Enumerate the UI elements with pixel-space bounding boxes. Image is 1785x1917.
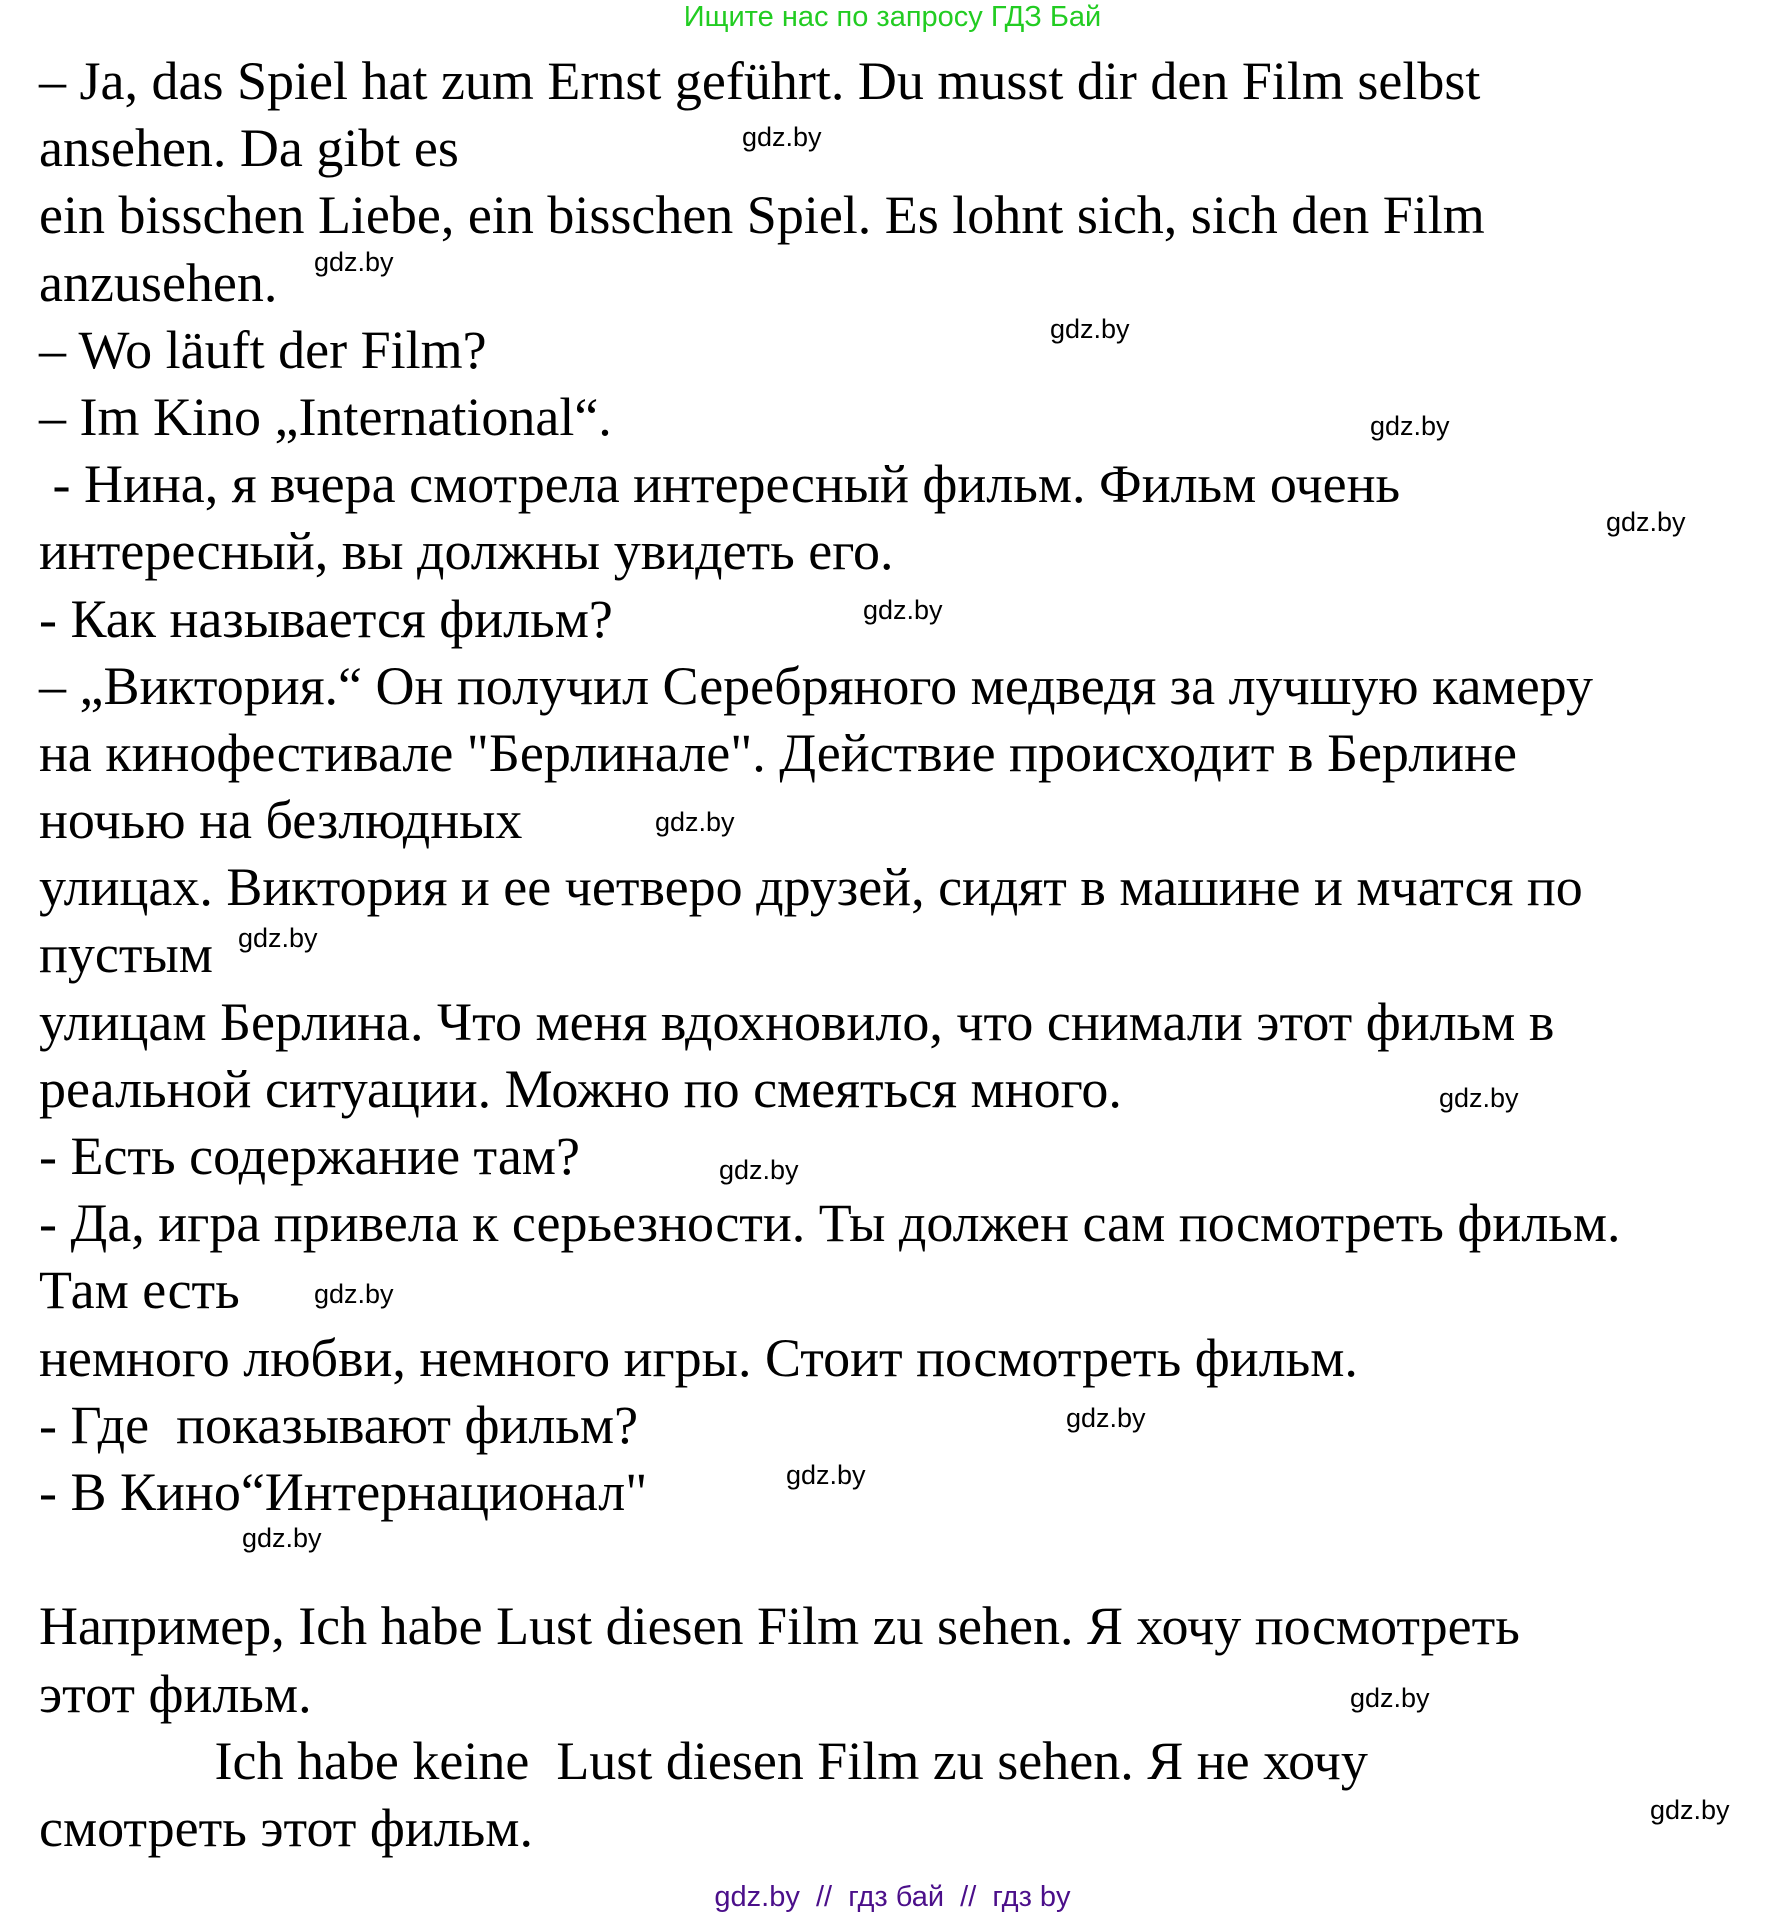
site-banner: Ищите нас по запросу ГДЗ Бай [683,1,1102,33]
text-line: Ich habe keine Lust diesen Film zu sehen. Я не хочу [39,1730,1368,1791]
text-line: на кинофестивале "Берлинале". Действие происходит в Берлине [39,722,1517,783]
text-line: anzusehen. [39,252,278,313]
text-line: Например, Ich habe Lust diesen Film zu sehen. Я хочу посмотреть [39,1596,1520,1657]
text-line: – Im Kino „International“. [39,386,612,447]
watermark: gdz.by [863,595,943,625]
text-line: реальной ситуации. Можно по смеяться много. [39,1058,1122,1119]
watermark: gdz.by [1439,1083,1519,1113]
text-line: ansehen. Da gibt es [39,118,459,179]
text-line: немного любви, немного игры. Стоит посмотреть фильм. [39,1327,1358,1388]
watermark: gdz.by [1066,1403,1146,1433]
text-line: пустым [39,924,213,985]
watermark: gdz.by [719,1155,799,1185]
text-line: - Нина, я вчера смотрела интересный фильм. Фильм очень [39,454,1401,515]
watermark: gdz.by [786,1460,866,1490]
text-line: – Wo läuft der Film? [39,319,487,380]
text-line: ein bisschen Liebe, ein bisschen Spiel. Es lohnt sich, sich den Film [39,185,1485,246]
text-line: - Есть содержание там? [39,1126,580,1186]
text-line: - Где показывают фильм? [39,1394,639,1455]
text-line: смотреть этот фильм. [39,1797,533,1858]
text-line: – „Виктория.“ Он получил Серебряного медведя за лучшую камеру [39,655,1593,716]
watermark: gdz.by [1650,1795,1730,1825]
watermark: gdz.by [242,1523,322,1553]
watermark: gdz.by [1350,1683,1430,1713]
watermark: gdz.by [655,807,735,837]
text-line: Там есть [39,1260,240,1321]
watermark: gdz.by [1050,314,1130,344]
site-footer: gdz.by // гдз бай // гдз by [714,1881,1071,1913]
text-line: улицах. Виктория и ее четверо друзей, сидят в машине и мчатся по [39,857,1583,918]
watermark: gdz.by [314,247,394,277]
text-line: - Да, игра привела к серьезности. Ты должен сам посмотреть фильм. [39,1193,1621,1254]
watermark: gdz.by [742,122,822,152]
text-line: интересный, вы должны увидеть его. [39,521,894,582]
text-line: ночью на безлюдных [39,790,523,851]
document-text [39,48,1621,1862]
text-line: - В Кино“Интернационал" [39,1461,648,1522]
text-line: этот фильм. [39,1663,312,1724]
watermark: gdz.by [1370,411,1450,441]
watermark: gdz.by [314,1279,394,1309]
text-line: улицам Берлина. Что меня вдохновило, что снимали этот фильм в [39,991,1555,1052]
text-line: - Как называется фильм? [39,588,613,649]
watermark: gdz.by [1606,507,1686,537]
text-line: – Ja, das Spiel hat zum Ernst geführt. Du musst dir den Film selbst [39,51,1481,111]
watermark: gdz.by [238,923,318,953]
